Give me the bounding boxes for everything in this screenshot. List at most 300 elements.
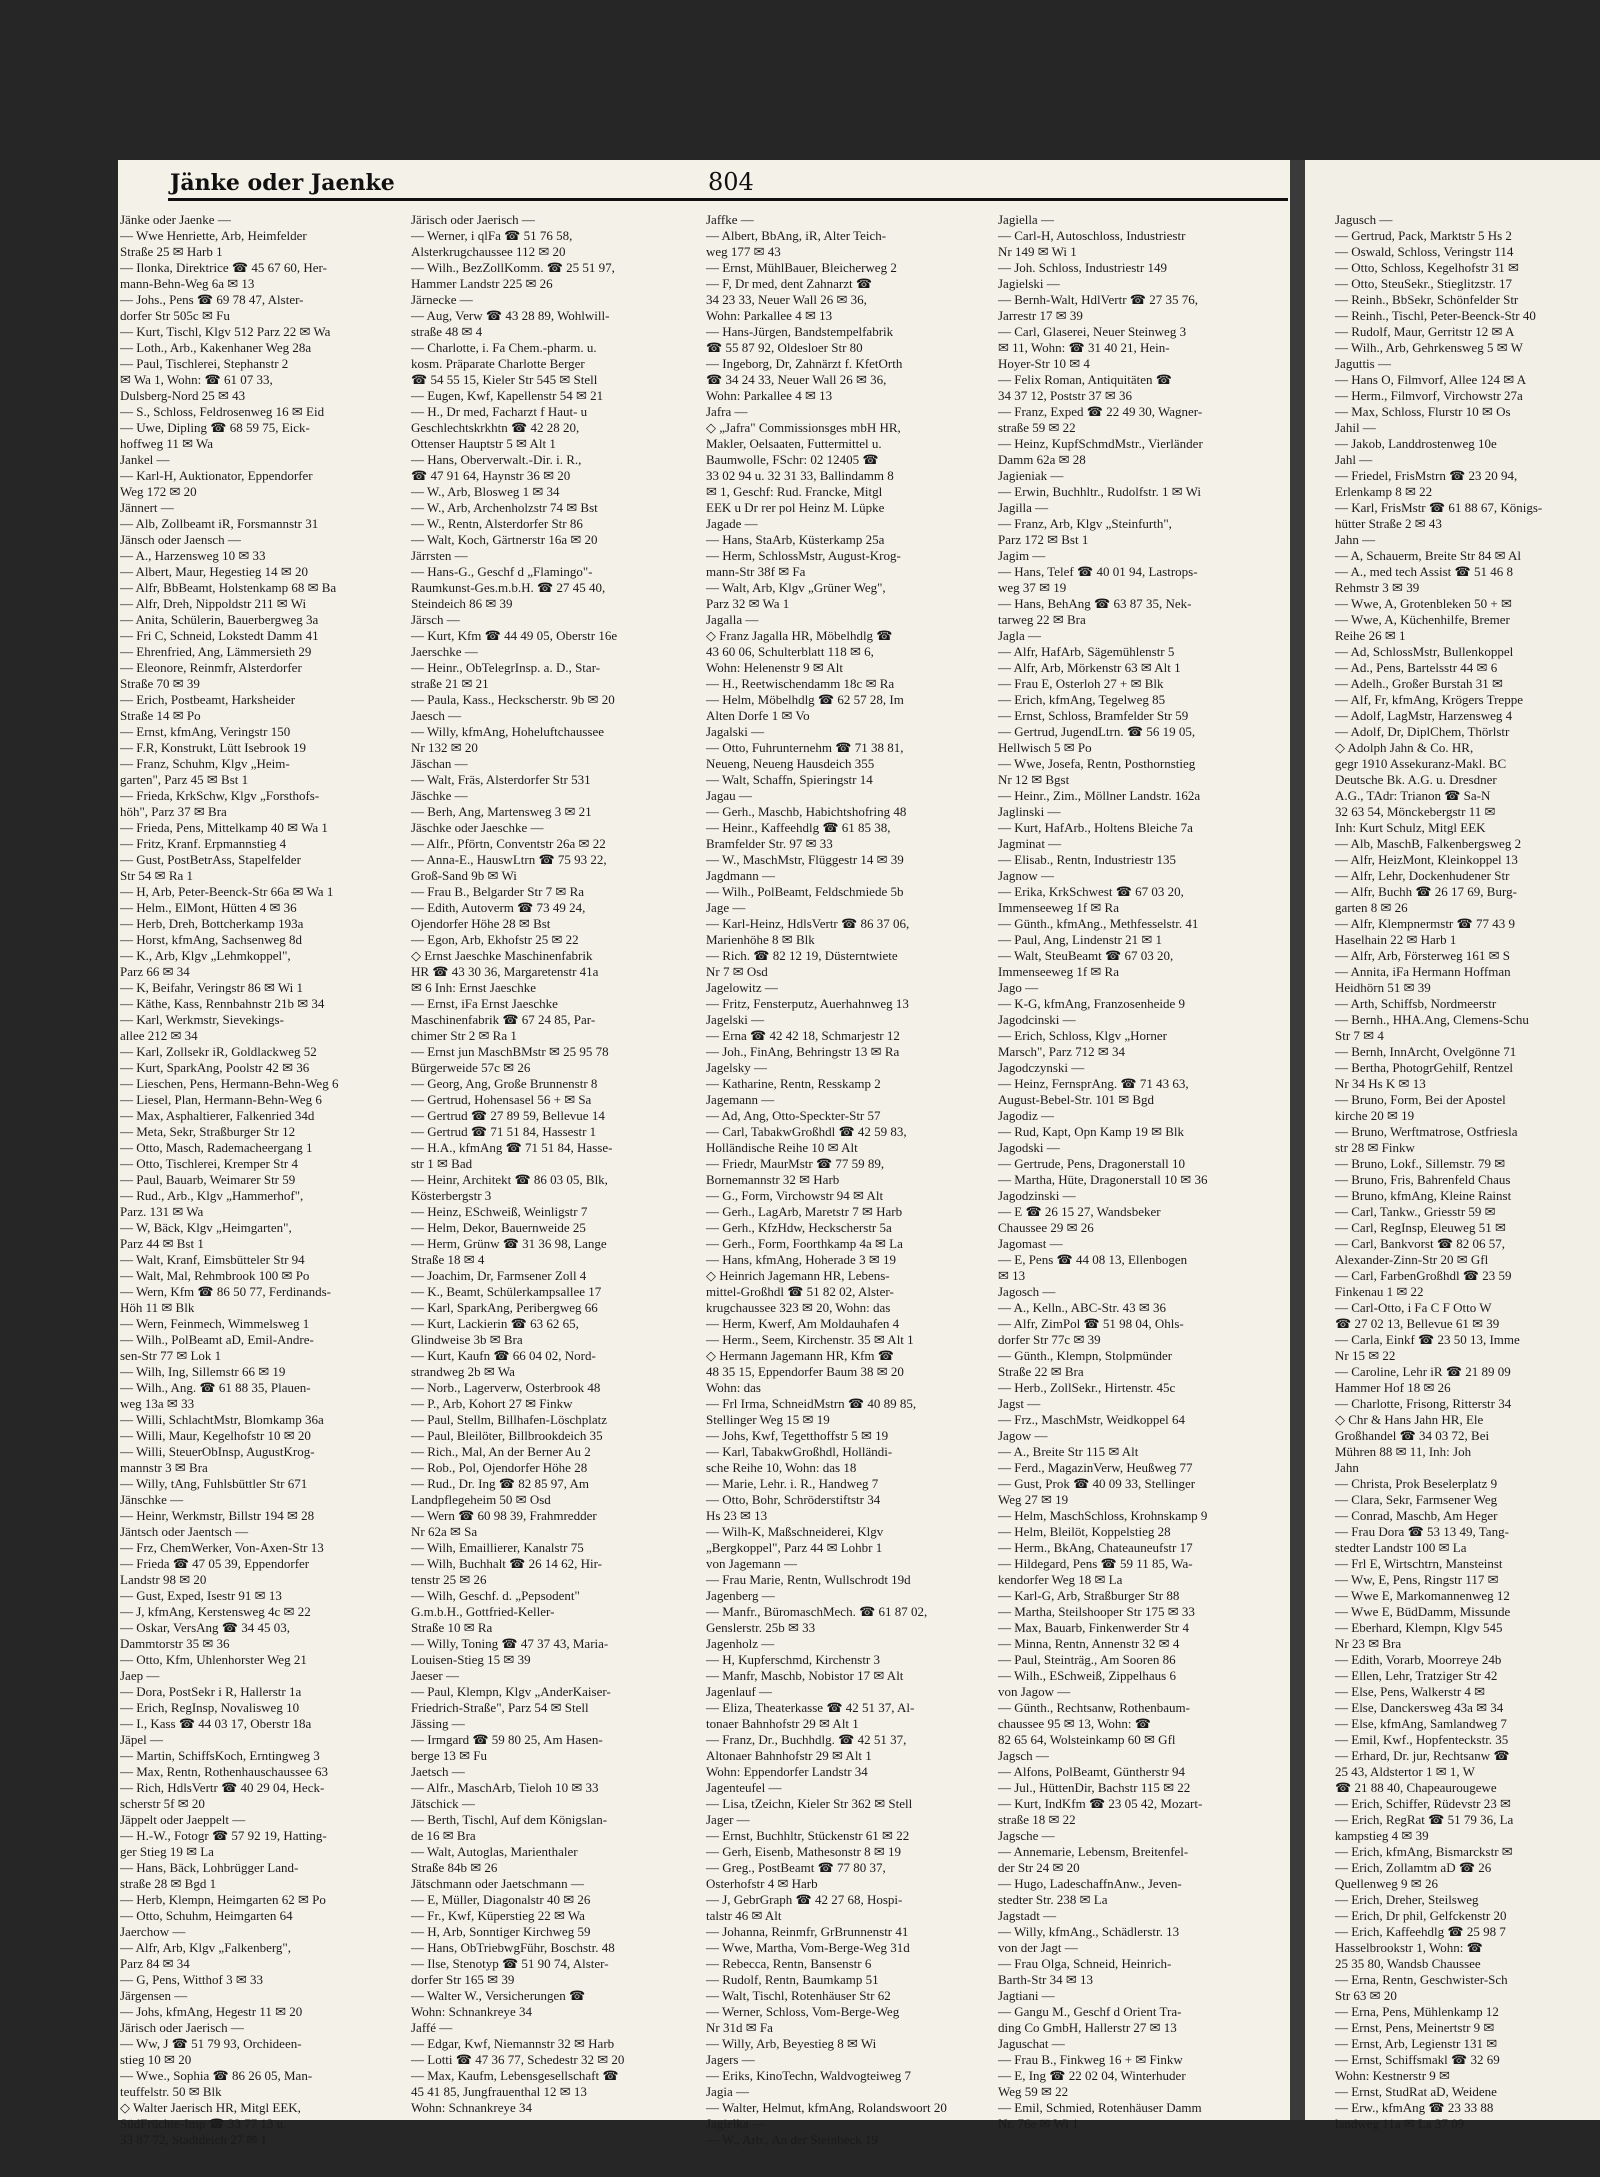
directory-entry: — Rud., Dr. Ing ☎ 82 85 97, Am — [411, 1476, 589, 1491]
directory-entry: — Franz, Schuhm, Klgv „Heim- — [120, 756, 290, 771]
directory-entry: Straße 10 ✉ Ra — [411, 1620, 493, 1635]
directory-entry: Genslerstr. 25b ✉ 33 — [706, 1620, 816, 1635]
directory-entry: — Felix Roman, Antiquitäten ☎ — [998, 372, 1172, 387]
directory-entry: — Franz, Dr., Buchhdlg. ☎ 42 51 37, — [706, 1732, 907, 1747]
directory-entry: — Franz, Exped ☎ 22 49 30, Wagner- — [998, 404, 1203, 419]
directory-entry: Jännert — — [120, 500, 174, 515]
directory-entry: — Alfr, HeizMont, Kleinkoppel 13 — [1335, 852, 1518, 867]
directory-entry: — Walt, Koch, Gärtnerstr 16a ✉ 20 — [411, 532, 598, 547]
directory-entry: dorfer Str 165 ✉ 39 — [411, 1972, 515, 1987]
directory-entry: Heidhörn 51 ✉ 39 — [1335, 980, 1431, 995]
directory-entry: — Heinz, KupfSchmdMstr., Vierländer — [998, 436, 1203, 451]
directory-entry: — G., Form, Virchowstr 94 ✉ Alt — [706, 1188, 884, 1203]
directory-entry: Weg 172 ✉ 20 — [120, 484, 197, 499]
directory-entry: — Günth., Rechtsanw, Rothenbaum- — [998, 1700, 1190, 1715]
directory-entry: Jagsche — — [998, 1828, 1055, 1843]
directory-entry: Nr 132 ✉ 20 — [411, 740, 478, 755]
directory-entry: — Annita, iFa Hermann Hoffman — [1335, 964, 1511, 979]
directory-entry: — Carl, FarbenGroßhdl ☎ 23 59 — [1335, 1268, 1512, 1283]
directory-entry: Jaffke — — [706, 212, 754, 227]
directory-entry: — Herm, Grünw ☎ 31 36 98, Lange — [411, 1236, 607, 1251]
page-fold-shadow — [1290, 160, 1305, 2120]
directory-entry: — Rebecca, Rentn, Bansenstr 6 — [706, 1956, 872, 1971]
directory-entry: — Rudolf, Rentn, Baumkamp 51 — [706, 1972, 879, 1987]
directory-entry: — Lisa, tZeichn, Kieler Str 362 ✉ Stell — [706, 1796, 913, 1811]
directory-entry: — Alfr., Pförtn, Conventstr 26a ✉ 22 — [411, 836, 606, 851]
directory-entry: — Else, Pens, Walkerstr 4 ✉ — [1335, 1684, 1486, 1699]
directory-entry: Jagelowitz — — [706, 980, 778, 995]
directory-entry: Geschlechtskrkhtn ☎ 42 28 20, — [411, 420, 580, 435]
directory-entry: Bornemannstr 32 ✉ Harb — [706, 1172, 840, 1187]
left-page — [118, 160, 1290, 2147]
directory-entry: Jagenberg — — [706, 1588, 775, 1603]
directory-entry: straße 48 ✉ 4 — [411, 324, 483, 339]
directory-entry: — Eugen, Kwf, Kapellenstr 54 ✉ 21 — [411, 388, 604, 403]
directory-entry: — Willi, Maur, Kegelhofstr 10 ✉ 20 — [120, 1428, 311, 1443]
right-page — [1305, 160, 1600, 2131]
directory-entry: ◇ Ernst Jaeschke Maschinenfabrik — [411, 948, 593, 963]
directory-entry: — Frl E, Wirtschtrn, Mansteinst — [1335, 1556, 1503, 1571]
directory-entry: Str 7 ✉ 4 — [1335, 1028, 1384, 1043]
directory-entry: Hasselbrookstr 1, Wohn: ☎ — [1335, 1940, 1483, 1955]
directory-entry: gegr 1910 Assekuranz-Makl. BC — [1335, 756, 1507, 771]
directory-entry: G.m.b.H., Gottfried-Keller- — [411, 1604, 555, 1619]
directory-entry: Jagsch — — [998, 1748, 1049, 1763]
directory-entry: ◇ Adolph Jahn & Co. HR, — [1335, 740, 1474, 755]
directory-entry: Friedrich-Straße", Parz 54 ✉ Stell — [411, 1700, 589, 1715]
directory-entry: von der Jagt — — [998, 1940, 1078, 1955]
directory-entry: Immenseeweg 1f ✉ Ra — [998, 964, 1119, 979]
directory-entry: garten", Parz 45 ✉ Bst 1 — [120, 772, 249, 787]
directory-entry: — Karl, TabakwGroßhdl, Holländi- — [706, 1444, 893, 1459]
directory-entry: — Heinr, Architekt ☎ 86 03 05, Blk, — [411, 1172, 608, 1187]
directory-entry: — Johs., Pens ☎ 69 78 47, Alster- — [120, 292, 304, 307]
directory-entry: — Fri C, Schneid, Lokstedt Damm 41 — [120, 628, 319, 643]
directory-entry: — Karl, Zollsekr iR, Goldlackweg 52 — [120, 1044, 317, 1059]
directory-entry: — Ernst, Pens, Meinertstr 9 ✉ — [1335, 2020, 1495, 2035]
directory-entry: — Wwe., Sophia ☎ 86 26 05, Man- — [120, 2068, 313, 2083]
directory-entry: allee 212 ✉ 34 — [120, 1028, 198, 1043]
directory-entry: — Ernst, Schloss, Bramfelder Str 59 — [998, 708, 1189, 723]
directory-entry: Barth-Str 34 ✉ 13 — [998, 1972, 1094, 1987]
directory-entry: — Frz, ChemWerker, Von-Axen-Str 13 — [120, 1540, 324, 1555]
directory-entry: Parz 32 ✉ Wa 1 — [706, 596, 790, 611]
directory-entry: — Günth., Klempn, Stolpmünder — [998, 1348, 1173, 1363]
directory-entry: 43 60 06, Schulterblatt 118 ✉ 6, — [706, 644, 874, 659]
directory-entry: — Otto, Bohr, Schröderstiftstr 34 — [706, 1492, 881, 1507]
directory-entry: 25 35 80, Wandsb Chaussee — [1335, 1956, 1481, 1971]
directory-entry: — Frau E, Osterloh 27 + ✉ Blk — [998, 676, 1164, 691]
directory-entry: — Ferd., MagazinVerw, Heußweg 77 — [998, 1460, 1193, 1475]
directory-entry: kampstieg 4 ✉ 39 — [1335, 1828, 1429, 1843]
directory-entry: — Otto, Schuhm, Heimgarten 64 — [120, 1908, 293, 1923]
directory-entry: Jänschke — — [120, 1492, 184, 1507]
directory-entry: Weg 27 ✉ 19 — [998, 1492, 1069, 1507]
directory-entry: — Bruno, Fris, Bahrenfeld Chaus — [1335, 1172, 1511, 1187]
directory-entry: höh", Parz 37 ✉ Bra — [120, 804, 227, 819]
directory-entry: Jäschke oder Jaeschke — — [411, 820, 544, 835]
directory-entry: — H, Arb, Sonntiger Kirchweg 59 — [411, 1924, 591, 1939]
directory-entry: Jaerschke — — [411, 644, 478, 659]
directory-entry: weg 13a ✉ 33 — [120, 1396, 195, 1411]
directory-entry: HR ☎ 43 30 36, Margaretenstr 41a — [411, 964, 599, 979]
directory-entry: stedter Str. 238 ✉ La — [998, 1892, 1108, 1907]
directory-entry: — Franz, Arb, Klgv „Steinfurth", — [998, 516, 1172, 531]
directory-entry: — Friedr, MaurMstr ☎ 77 59 89, — [706, 1156, 885, 1171]
directory-entry: Jäntsch oder Jaentsch — — [120, 1524, 249, 1539]
directory-entry: Jagow — — [998, 1428, 1048, 1443]
directory-entry: de 16 ✉ Bra — [411, 1828, 476, 1843]
directory-entry: ✉ 13 — [998, 1268, 1026, 1283]
directory-entry: — Wilh., PolBeamt aD, Emil-Andre- — [120, 1332, 314, 1347]
directory-entry: Järisch oder Jaerisch — — [411, 212, 535, 227]
directory-entry: — Frieda, Pens, Mittelkamp 40 ✉ Wa 1 — [120, 820, 328, 835]
directory-column-4 — [998, 212, 1274, 2131]
directory-entry: — Johs, kfmAng, Hegestr 11 ✉ 20 — [120, 2004, 303, 2019]
directory-entry: — Frau B., Belgarder Str 7 ✉ Ra — [411, 884, 585, 899]
directory-entry: — Hugo, LadeschaffnAnw., Jeven- — [998, 1876, 1182, 1891]
directory-entry: Weg 59 ✉ 22 — [998, 2084, 1069, 2099]
directory-entry: Holländische Reihe 10 ✉ Alt — [706, 1140, 858, 1155]
directory-entry: Steindeich 86 ✉ 39 — [411, 596, 513, 611]
directory-entry: — Emil, Schmied, Rotenhäuser Damm — [998, 2100, 1202, 2115]
directory-entry: — Ernst, kfmAng, Veringstr 150 — [120, 724, 291, 739]
directory-entry: ◇ „Jafra" Commissionsges mbH HR, — [706, 420, 901, 435]
directory-entry: ◇ Chr & Hans Jahn HR, Ele — [1335, 1412, 1484, 1427]
directory-entry: — Hans-Jürgen, Bandstempelfabrik — [706, 324, 894, 339]
directory-entry: — Erich, Zollamtm aD ☎ 26 — [1335, 1860, 1492, 1875]
directory-entry: Mühren 88 ✉ 11, Inh: Joh — [1335, 1444, 1472, 1459]
directory-entry: — Manfr, Maschb, Nobistor 17 ✉ Alt — [706, 1668, 904, 1683]
directory-entry: — Frau Olga, Schneid, Heinrich- — [998, 1956, 1172, 1971]
directory-entry: Jagomast — — [998, 1236, 1063, 1251]
directory-entry: Alsterkrugchaussee 112 ✉ 20 — [411, 244, 566, 259]
directory-entry: der Str 24 ✉ 20 — [998, 1860, 1080, 1875]
directory-entry: Jagieniak — — [998, 468, 1064, 483]
directory-entry: Landstr 98 ✉ 20 — [120, 1572, 207, 1587]
directory-entry: Immenseeweg 1f ✉ Ra — [998, 900, 1119, 915]
directory-entry: dorfer Str 77c ✉ 39 — [998, 1332, 1101, 1347]
directory-entry: — Günth., kfmAng., Methfesselstr. 41 — [998, 916, 1199, 931]
directory-entry: — Caroline, Lehr iR ☎ 21 89 09 — [1335, 1364, 1511, 1379]
directory-entry: — Kurt, Lackierin ☎ 63 62 65, — [411, 1316, 579, 1331]
directory-entry: — Else, Danckersweg 43a ✉ 34 — [1335, 1700, 1504, 1715]
directory-entry: — Herm., BkAng, Chateauneufstr 17 — [998, 1540, 1193, 1555]
directory-entry: — Georg, Ang, Große Brunnenstr 8 — [411, 1076, 598, 1091]
directory-entry: Jagenholz — — [706, 1636, 775, 1651]
directory-entry: Nr 7 ✉ Osd — [706, 964, 768, 979]
directory-entry: Järgensen — — [120, 1988, 188, 2003]
directory-entry: Jaep — — [120, 1668, 160, 1683]
directory-entry: Jagstadt — — [998, 1908, 1057, 1923]
directory-entry: — Charlotte, Frisong, Ritterstr 34 — [1335, 1396, 1512, 1411]
directory-entry: — Alfr, HafArb, Sägemühlenstr 5 — [998, 644, 1175, 659]
directory-entry: — Erich, kfmAng, Tegelweg 85 — [998, 692, 1166, 707]
directory-entry: Jagade — — [706, 516, 758, 531]
directory-entry: Wohn: Parkallee 4 ✉ 13 — [706, 388, 833, 403]
directory-entry: Wohn: Helenenstr 9 ✉ Alt — [706, 660, 843, 675]
directory-entry: — Wilh., Arb, Gehrkensweg 5 ✉ W — [1335, 340, 1523, 355]
directory-entry: — Herm., Seem, Kirchenstr. 35 ✉ Alt 1 — [706, 1332, 914, 1347]
directory-entry: — Otto, Kfm, Uhlenhorster Weg 21 — [120, 1652, 307, 1667]
directory-entry: Jaesch — — [411, 708, 462, 723]
directory-entry: — Alfr, Dreh, Nippoldstr 211 ✉ Wi — [120, 596, 307, 611]
directory-entry: — Max, Asphaltierer, Falkenried 34d — [120, 1108, 315, 1123]
directory-entry: — Frau Dora ☎ 53 13 49, Tang- — [1335, 1524, 1509, 1539]
directory-entry: — Wilh., PolBeamt, Feldschmiede 5b — [706, 884, 904, 899]
directory-entry: Osterhofstr 4 ✉ Harb — [706, 1876, 818, 1891]
directory-entry: — Edith, Vorarb, Moorreye 24b — [1335, 1652, 1502, 1667]
directory-entry: Jagilla — — [998, 500, 1049, 515]
directory-entry: ◇ Franz Jagalla HR, Möbelhdlg ☎ — [706, 628, 893, 643]
directory-entry: — Fritz, Kranf. Erpmannstieg 4 — [120, 836, 287, 851]
directory-entry: — Greg., PostBeamt ☎ 77 80 37, — [706, 1860, 886, 1875]
directory-entry: Jagemann — — [706, 1092, 775, 1107]
directory-entry: — Rich. ☎ 82 12 19, Düsterntwiete — [706, 948, 898, 963]
directory-entry: — Karl-H, Auktionator, Eppendorfer — [120, 468, 313, 483]
directory-entry: 32 63 54, Mönckebergstr 11 ✉ — [1335, 804, 1496, 819]
directory-entry: — Heinr., Kaffeehdlg ☎ 61 85 38, — [706, 820, 891, 835]
directory-entry: Järrsten — — [411, 548, 468, 563]
directory-entry: — Werner, i qlFa ☎ 51 76 58, — [411, 228, 573, 243]
directory-entry: — Rob., Pol, Ojendorfer Höhe 28 — [411, 1460, 588, 1475]
directory-entry: — Martha, Hüte, Dragonerstall 10 ✉ 36 — [998, 1172, 1208, 1187]
directory-entry: — Hans, Telef ☎ 40 01 94, Lastrops- — [998, 564, 1198, 579]
directory-entry: chaussee 95 ✉ 13, Wohn: ☎ — [998, 1716, 1151, 1731]
directory-entry: — Adolf, LagMstr, Harzensweg 4 — [1335, 708, 1513, 723]
directory-entry: Glindweise 3b ✉ Bra — [411, 1332, 523, 1347]
directory-entry: — Annemarie, Lebensm, Breitenfel- — [998, 1844, 1189, 1859]
directory-entry: — Erich, Schiffer, Rüdevstr 23 ✉ — [1335, 1796, 1511, 1811]
directory-entry: mannstr 3 ✉ Bra — [120, 1460, 208, 1475]
directory-entry: chimer Str 2 ✉ Ra 1 — [411, 1028, 517, 1043]
directory-entry: — W., Rentn, Alsterdorfer Str 86 — [411, 516, 583, 531]
directory-entry: Nr 15 ✉ 22 — [1335, 1348, 1396, 1363]
directory-entry: ☎ 21 88 40, Chapeaurougewe — [1335, 1780, 1497, 1795]
directory-entry: — H., Reetwischendamm 18c ✉ Ra — [706, 676, 895, 691]
directory-entry: — Willi, SchlachtMstr, Blomkamp 36a — [120, 1412, 324, 1427]
directory-entry: — Gerh., Maschb, Habichtshofring 48 — [706, 804, 907, 819]
directory-entry: Straße 18 ✉ 4 — [411, 1252, 485, 1267]
directory-entry: — Paul, Klempn, Klgv „AnderKaiser- — [411, 1684, 611, 1699]
directory-entry: — Charlotte, i. Fa Chem.-pharm. u. — [411, 340, 597, 355]
directory-entry: — Alfons, PolBeamt, Güntherstr 94 — [998, 1764, 1186, 1779]
directory-entry: — Wwe E, BüdDamm, Missunde — [1335, 1604, 1511, 1619]
directory-entry: Straße 14 ✉ Po — [120, 708, 201, 723]
directory-entry: Jage — — [706, 900, 746, 915]
directory-entry: — Herm., Filmvorf, Virchowstr 27a — [1335, 388, 1523, 403]
directory-entry: — E, Müller, Diagonalstr 40 ✉ 26 — [411, 1892, 591, 1907]
directory-entry: — Bruno, Lokf., Sillemstr. 79 ✉ — [1335, 1156, 1506, 1171]
directory-entry: Jagnow — — [998, 868, 1054, 883]
directory-entry: — H, Arb, Peter-Beenck-Str 66a ✉ Wa 1 — [120, 884, 334, 899]
directory-entry: — Christa, Prok Beselerplatz 9 — [1335, 1476, 1498, 1491]
directory-entry: — Ad., Pens, Bartelsstr 44 ✉ 6 — [1335, 660, 1498, 675]
directory-entry: ☎ 27 02 13, Bellevue 61 ✉ 39 — [1335, 1316, 1500, 1331]
directory-entry: — Hans, Oberverwalt.-Dir. i. R., — [411, 452, 582, 467]
directory-entry: — Paul, Steinträg., Am Sooren 86 — [998, 1652, 1176, 1667]
directory-entry: Nr 31d ✉ Fa — [706, 2020, 773, 2035]
directory-entry: — Paul, Bleilöter, Billbrookdeich 35 — [411, 1428, 603, 1443]
directory-entry: berge 13 ✉ Fu — [411, 1748, 488, 1763]
directory-entry: Chaussee 29 ✉ 26 — [998, 1220, 1094, 1235]
directory-entry: — Erw., kfmAng ☎ 23 33 88 — [1335, 2100, 1494, 2115]
directory-entry: — Heinr., ObTelegrInsp. a. D., Star- — [411, 660, 601, 675]
directory-entry: straße 59 ✉ 22 — [998, 420, 1076, 435]
directory-entry: — Herm, Kwerf, Am Moldauhafen 4 — [706, 1316, 900, 1331]
directory-entry: — Paul, Bauarb, Weimarer Str 59 — [120, 1172, 296, 1187]
directory-entry: — Wilh, Emaillierer, Kanalstr 75 — [411, 1540, 584, 1555]
directory-entry: Jagelsky — — [706, 1060, 768, 1075]
directory-entry: — Arth, Schiffsb, Nordmeerstr — [1335, 996, 1497, 1011]
directory-entry: — Erich, Dr phil, Gelfckenstr 20 — [1335, 1908, 1507, 1923]
directory-entry: — Aug, Verw ☎ 43 28 89, Wohlwill- — [411, 308, 610, 323]
directory-entry: — Frz., MaschMstr, Weidkoppel 64 — [998, 1412, 1186, 1427]
directory-entry: — Max, Schloss, Flurstr 10 ✉ Os — [1335, 404, 1511, 419]
directory-entry: — Wwe E, Markomannenweg 12 — [1335, 1588, 1510, 1603]
directory-entry: — Wwe, A, Grotenbleken 50 + ✉ — [1335, 596, 1512, 611]
directory-entry: weg 37 ✉ 19 — [998, 580, 1067, 595]
directory-entry: — Gertrud, Pack, Marktstr 5 Hs 2 — [1335, 228, 1512, 243]
directory-entry: Alexander-Zinn-Str 20 ✉ Gfl — [1335, 1252, 1489, 1267]
directory-entry: — Wilh., Ang. ☎ 61 88 35, Plauen- — [120, 1380, 311, 1395]
directory-entry: Nr. 76e ✉ Wi 1 — [998, 2116, 1079, 2131]
directory-entry: Inh: Kurt Schulz, Mitgl EEK — [1335, 820, 1486, 835]
directory-entry: Hammer Hof 18 ✉ 26 — [1335, 1380, 1451, 1395]
directory-entry: ☎ 34 24 33, Neuer Wall 26 ✉ 36, — [706, 372, 887, 387]
directory-entry: — A, Schauerm, Breite Str 84 ✉ Al — [1335, 548, 1522, 563]
directory-entry: — Ellen, Lehr, Tratziger Str 42 — [1335, 1668, 1498, 1683]
directory-entry: Reihe 26 ✉ 1 — [1335, 628, 1406, 643]
directory-entry: — Carl-Otto, i Fa C F Otto W — [1335, 1300, 1492, 1315]
directory-entry: Makler, Oelsaaten, Futtermittel u. — [706, 436, 882, 451]
directory-entry: Deutsche Bk. A.G. u. Dresdner — [1335, 772, 1497, 787]
directory-entry: — Berh, Ang, Martensweg 3 ✉ 21 — [411, 804, 592, 819]
directory-entry: Finkenau 1 ✉ 22 — [1335, 1284, 1424, 1299]
directory-entry: — Alf, Fr, kfmAng, Krögers Treppe — [1335, 692, 1523, 707]
directory-entry: Jäschan — — [411, 756, 468, 771]
directory-entry: stieg 10 ✉ 20 — [120, 2052, 192, 2067]
directory-entry: — Egon, Arb, Ekhofstr 25 ✉ 22 — [411, 932, 579, 947]
directory-entry: von Jagemann — — [706, 1556, 797, 1571]
directory-entry: Hoyer-Str 10 ✉ 4 — [998, 356, 1090, 371]
directory-entry: — H.A., kfmAng ☎ 71 51 84, Hasse- — [411, 1140, 613, 1155]
directory-entry: — Paul, Ang, Lindenstr 21 ✉ 1 — [998, 932, 1162, 947]
directory-entry: — Alfr, Arb, Försterweg 161 ✉ S — [1335, 948, 1511, 963]
directory-entry: Parz 172 ✉ Bst 1 — [998, 532, 1089, 547]
directory-entry: Jagenteufel — — [706, 1780, 782, 1795]
directory-entry: — Erich, Kaffeehdlg ☎ 25 98 7 — [1335, 1924, 1506, 1939]
directory-entry: Wohn: Eppendorfer Landstr 34 — [706, 1764, 868, 1779]
directory-entry: ☎ 54 55 15, Kieler Str 545 ✉ Stell — [411, 372, 598, 387]
directory-entry: Järnecke — — [411, 292, 473, 307]
directory-entry: — Ernst, iFa Ernst Jaeschke — [411, 996, 558, 1011]
directory-entry: — Karl-Heinz, HdlsVertr ☎ 86 37 06, — [706, 916, 910, 931]
directory-entry: — Bruno, Form, Bei der Apostel — [1335, 1092, 1506, 1107]
directory-entry: — W., Arb, Archenholzstr 74 ✉ Bst — [411, 500, 598, 515]
directory-entry: Str 63 ✉ 20 — [1335, 1988, 1397, 2003]
directory-entry: — Ad, SchlossMstr, Bullenkoppel — [1335, 644, 1514, 659]
directory-entry: str 28 ✉ Finkw — [1335, 1140, 1415, 1155]
directory-entry: — Erich, Schloss, Klgv „Horner — [998, 1028, 1167, 1043]
directory-entry: — Eriks, KinoTechn, Waldvogteiweg 7 — [706, 2068, 912, 2083]
directory-entry: — Erich, Postbeamt, Harksheider — [120, 692, 296, 707]
directory-entry: — Wern ☎ 60 98 39, Frahmredder — [411, 1508, 597, 1523]
directory-entry: — Uwe, Dipling ☎ 68 59 75, Eick- — [120, 420, 310, 435]
directory-entry: — Heinz, FernsprAng. ☎ 71 43 63, — [998, 1076, 1189, 1091]
directory-entry: — Lotti ☎ 47 36 77, Schedestr 32 ✉ 20 — [411, 2052, 625, 2067]
directory-entry: Jaerchow — — [120, 1924, 186, 1939]
directory-entry: — Anita, Schülerin, Bauerbergweg 3a — [120, 612, 319, 627]
directory-entry: Jaetsch — — [411, 1764, 465, 1779]
directory-entry: — Willy, kfmAng., Schädlerstr. 13 — [998, 1924, 1180, 1939]
directory-entry: — Anna-E., HauswLtrn ☎ 75 93 22, — [411, 852, 607, 867]
directory-entry: dorfer Str 505c ✉ Fu — [120, 308, 230, 323]
directory-entry: — Johs, Kwf, Tegetthoffstr 5 ✉ 19 — [706, 1428, 889, 1443]
directory-entry: Groß-Sand 9b ✉ Wi — [411, 868, 517, 883]
directory-entry: — Frieda ☎ 47 05 39, Eppendorfer — [120, 1556, 310, 1571]
directory-entry: — Helm, Dekor, Bauernweide 25 — [411, 1220, 586, 1235]
directory-entry: — Katharine, Rentn, Resskamp 2 — [706, 1076, 881, 1091]
directory-entry: — Erika, KrkSchwest ☎ 67 03 20, — [998, 884, 1184, 899]
directory-entry: — Manfr., BüromaschMech. ☎ 61 87 02, — [706, 1604, 928, 1619]
directory-entry: — Ilonka, Direktrice ☎ 45 67 60, Her- — [120, 260, 327, 275]
directory-entry: Jafra — — [706, 404, 748, 419]
directory-entry: Jaglinski — — [998, 804, 1061, 819]
directory-entry: — Alb, Zollbeamt iR, Forsmannstr 31 — [120, 516, 319, 531]
directory-entry: — Joachim, Dr, Farmsener Zoll 4 — [411, 1268, 587, 1283]
directory-entry: Jager — — [706, 1812, 750, 1827]
directory-entry: — Kurt, Kfm ☎ 44 49 05, Oberstr 16e — [411, 628, 618, 643]
directory-entry: — Hans, ObTriebwgFühr, Boschstr. 48 — [411, 1940, 615, 1955]
directory-entry: — K., Beamt, Schülerkampsallee 17 — [411, 1284, 602, 1299]
directory-entry: 34 23 33, Neuer Wall 26 ✉ 36, — [706, 292, 867, 307]
directory-entry: — Joh., FinAng, Behringstr 13 ✉ Ra — [706, 1044, 900, 1059]
directory-entry: — Willi, SteuerObInsp, AugustKrog- — [120, 1444, 315, 1459]
directory-entry: — Ad, Ang, Otto-Speckter-Str 57 — [706, 1108, 881, 1123]
directory-entry: Jagst — — [998, 1396, 1041, 1411]
directory-entry: — Kurt, SparkAng, Poolstr 42 ✉ 36 — [120, 1060, 310, 1075]
directory-entry: Jäpel — — [120, 1732, 163, 1747]
directory-entry: — Werner, Schloss, Vom-Berge-Weg — [706, 2004, 900, 2019]
directory-entry: — Oskar, VersAng ☎ 34 45 03, — [120, 1620, 290, 1635]
directory-entry: — Jakob, Landdrostenweg 10e — [1335, 436, 1497, 451]
directory-entry: ger Stieg 19 ✉ La — [120, 1844, 214, 1859]
directory-entry: — Bruno, kfmAng, Kleine Rainst — [1335, 1188, 1512, 1203]
directory-entry: — Wilh, Ing, Sillemstr 66 ✉ 19 — [120, 1364, 286, 1379]
directory-entry: — Alfr., MaschArb, Tieloh 10 ✉ 33 — [411, 1780, 599, 1795]
directory-entry: — Gertrud, Hohensasel 56 + ✉ Sa — [411, 1092, 592, 1107]
directory-entry: — Helm., ElMont, Hütten 4 ✉ 36 — [120, 900, 297, 915]
directory-entry: — Carl, Tankw., Griesstr 59 ✉ — [1335, 1204, 1496, 1219]
directory-entry: 82 65 64, Wolsteinkamp 60 ✉ Gfl — [998, 1732, 1176, 1747]
directory-entry: — Edith, Autoverm ☎ 73 49 24, — [411, 900, 586, 915]
directory-entry: — Heinz, ESchweiß, Weinligstr 7 — [411, 1204, 588, 1219]
directory-entry: — Bernh, InnArcht, Ovelgönne 71 — [1335, 1044, 1517, 1059]
directory-entry: — Kurt, IndKfm ☎ 23 05 42, Mozart- — [998, 1796, 1203, 1811]
directory-entry: scherstr 5f ✉ 20 — [120, 1796, 205, 1811]
directory-entry: — Erhard, Dr. jur, Rechtsanw ☎ — [1335, 1748, 1510, 1763]
directory-entry: „Bergkoppel", Parz 44 ✉ Lohbr 1 — [706, 1540, 883, 1555]
directory-entry: — Martin, SchiffsKoch, Erntingweg 3 — [120, 1748, 320, 1763]
directory-entry: Parz. 131 ✉ Wa — [120, 1204, 204, 1219]
directory-entry: — Rud, Kapt, Opn Kamp 19 ✉ Blk — [998, 1124, 1185, 1139]
directory-entry: — Kurt, HafArb., Holtens Bleiche 7a — [998, 820, 1193, 835]
directory-column-right — [1335, 212, 1600, 2131]
directory-entry: — Max, Rentn, Rothenhauschaussee 63 — [120, 1764, 328, 1779]
directory-entry: — Irmgard ☎ 59 80 25, Am Hasen- — [411, 1732, 603, 1747]
directory-entry: Parz 66 ✉ 34 — [120, 964, 190, 979]
